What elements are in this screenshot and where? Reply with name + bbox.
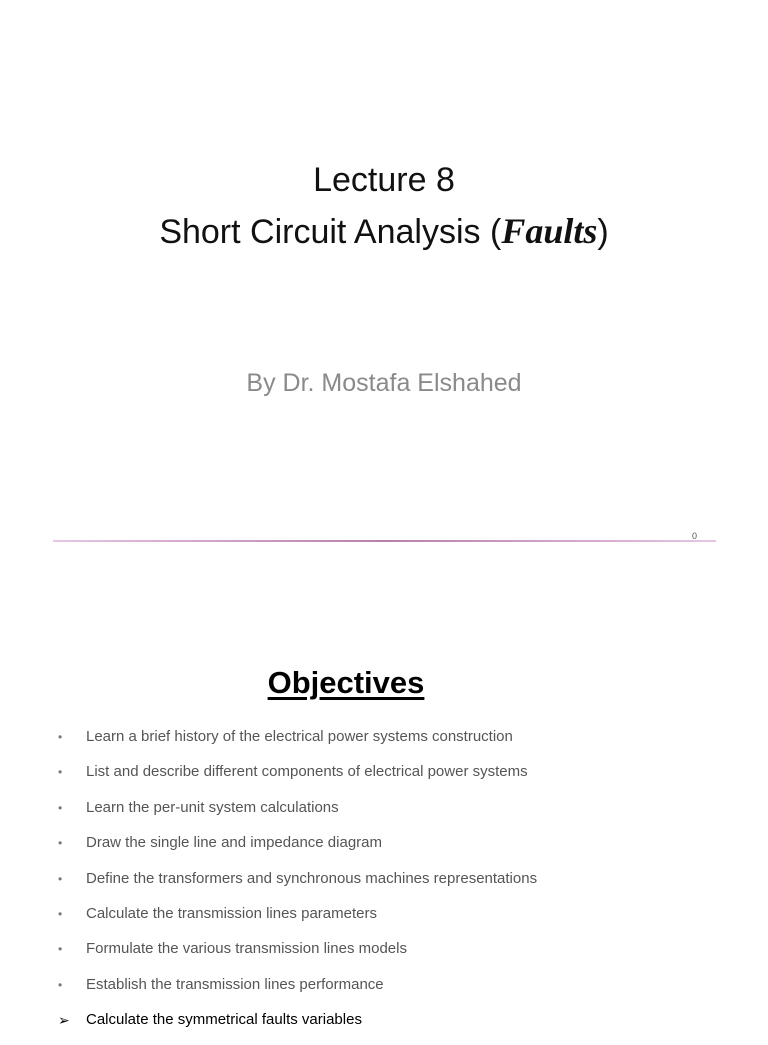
objectives-list — [58, 726, 537, 1045]
lecture-title — [0, 208, 768, 255]
list-item — [58, 868, 537, 903]
bullet-dot-icon: • — [58, 906, 63, 921]
objective-text: Establish the transmission lines performance — [86, 975, 384, 993]
bullet-dot-icon: • — [58, 977, 63, 992]
objective-text: Learn the per-unit system calculations — [86, 798, 339, 816]
objective-text: Draw the single line and impedance diagram — [86, 834, 383, 852]
list-item — [58, 974, 537, 1009]
objective-text: Calculate the transmission lines parameters — [86, 904, 377, 922]
objectives-slide — [0, 560, 768, 1029]
lecture-title-emphasis: Faults — [501, 211, 598, 251]
list-item — [58, 726, 537, 761]
arrow-bullet-icon: ➢ — [58, 1012, 70, 1029]
objective-text: Define the transformers and synchronous machines representations — [86, 869, 538, 887]
author-line: By Dr. Mostafa Elshahed — [246, 369, 522, 397]
list-item — [58, 938, 537, 973]
list-item-highlighted — [58, 1009, 537, 1044]
objective-text: Calculate the symmetrical faults variables — [86, 1011, 362, 1029]
bullet-dot-icon: • — [58, 942, 63, 957]
bullet-dot-icon: • — [58, 730, 63, 744]
list-item — [58, 903, 537, 938]
slide-divider — [53, 540, 716, 542]
bullet-dot-icon: • — [58, 765, 63, 780]
bullet-dot-icon: • — [58, 836, 63, 851]
objective-text: List and describe different components of electrical power systems — [86, 763, 528, 781]
page-number: 0 — [692, 531, 698, 541]
lecture-title-prefix: Short Circuit Analysis ( — [159, 213, 502, 251]
list-item — [58, 797, 537, 832]
list-item — [58, 761, 537, 796]
bullet-dot-icon: • — [58, 871, 63, 886]
lecture-title-suffix: ) — [597, 213, 609, 251]
objective-text: Formulate the various transmission lines models — [86, 940, 407, 958]
bullet-dot-icon: • — [58, 800, 63, 815]
objectives-title: Objectives — [267, 665, 425, 700]
lecture-number: Lecture 8 — [313, 161, 455, 199]
list-item — [58, 832, 537, 867]
objective-text: Learn a brief history of the electrical power systems construction — [86, 728, 513, 745]
